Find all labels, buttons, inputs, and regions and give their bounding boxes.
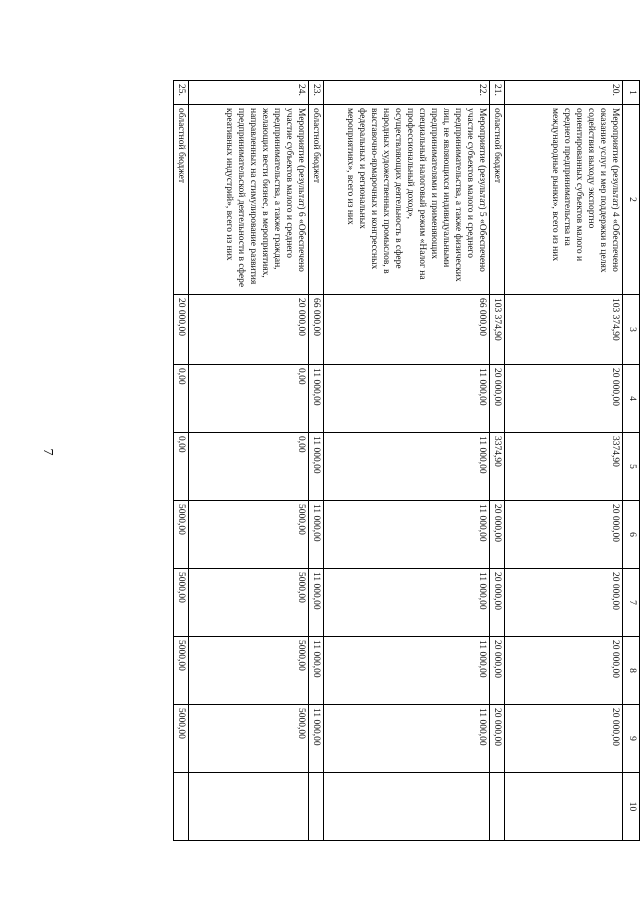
value-cell: 20 000,00 — [490, 365, 505, 433]
header-cell: 5 — [623, 433, 640, 501]
header-cell: 8 — [623, 637, 640, 705]
value-cell: 103 374,90 — [490, 295, 505, 365]
value-cell: 20 000,00 — [490, 569, 505, 637]
value-cell: 5000,00 — [189, 637, 309, 705]
header-cell: 1 — [623, 81, 640, 105]
value-cell: 66 000,00 — [309, 295, 324, 365]
row-number: 23. — [309, 81, 324, 105]
header-cell: 2 — [623, 105, 640, 295]
value-cell: 20 000,00 — [490, 637, 505, 705]
value-cell: 20 000,00 — [189, 295, 309, 365]
value-cell: 5000,00 — [189, 705, 309, 773]
table-row — [324, 81, 490, 841]
value-cell: 20 000,00 — [174, 295, 189, 365]
value-cell — [324, 773, 490, 841]
table-header-row — [623, 81, 640, 841]
value-cell: 11 000,00 — [324, 569, 490, 637]
value-cell: 11 000,00 — [309, 433, 324, 501]
row-number: 21. — [490, 81, 505, 105]
value-cell — [174, 773, 189, 841]
value-cell: 5000,00 — [174, 705, 189, 773]
value-cell: 11 000,00 — [309, 569, 324, 637]
row-description: Мероприятие (результат) 5 «Обеспечено участие субъектов малого и среднего предпринимательства, а также физических лиц, не являющихся индивидуальными предпринимателями и применяющих специальный налоговый режим «Налог на профессиональный доход», осуществляющих деятельность в сфере народных художественных промыслов, в выставочно-ярмарочных и конгрессных федеральных и региональных мероприятиях», всего из них — [324, 105, 490, 295]
value-cell: 5000,00 — [174, 501, 189, 569]
value-cell: 11 000,00 — [309, 501, 324, 569]
value-cell — [189, 773, 309, 841]
header-cell: 10 — [623, 773, 640, 841]
header-cell: 3 — [623, 295, 640, 365]
value-cell: 66 000,00 — [324, 295, 490, 365]
row-number: 20. — [505, 81, 623, 105]
table-row — [309, 81, 324, 841]
value-cell: 20 000,00 — [490, 705, 505, 773]
value-cell: 0,00 — [174, 433, 189, 501]
table-row — [174, 81, 189, 841]
table-row — [490, 81, 505, 841]
value-cell: 3374,90 — [490, 433, 505, 501]
row-number: 22. — [324, 81, 490, 105]
value-cell: 103 374,90 — [505, 295, 623, 365]
value-cell — [309, 773, 324, 841]
value-cell — [490, 773, 505, 841]
row-number: 24. — [189, 81, 309, 105]
row-description: областной бюджет — [490, 105, 505, 295]
budget-table — [173, 80, 640, 841]
value-cell: 5000,00 — [189, 501, 309, 569]
value-cell: 5000,00 — [174, 569, 189, 637]
header-cell: 7 — [623, 569, 640, 637]
value-cell: 20 000,00 — [505, 365, 623, 433]
header-cell: 6 — [623, 501, 640, 569]
value-cell: 5000,00 — [189, 569, 309, 637]
value-cell: 20 000,00 — [505, 569, 623, 637]
value-cell: 11 000,00 — [324, 705, 490, 773]
value-cell: 11 000,00 — [309, 637, 324, 705]
value-cell: 20 000,00 — [490, 501, 505, 569]
header-cell: 4 — [623, 365, 640, 433]
header-cell: 9 — [623, 705, 640, 773]
value-cell: 11 000,00 — [309, 705, 324, 773]
table-row — [189, 81, 309, 841]
value-cell: 11 000,00 — [324, 433, 490, 501]
value-cell: 0,00 — [189, 365, 309, 433]
value-cell: 11 000,00 — [324, 501, 490, 569]
value-cell: 0,00 — [189, 433, 309, 501]
row-description: областной бюджет — [174, 105, 189, 295]
value-cell: 20 000,00 — [505, 501, 623, 569]
row-description: Мероприятие (результат) 4 «Обеспечено оказание услуг и мер поддержки в целях содействия выходу экспортно ориентированных субъектов малого и среднего предпринимательства на международные рынки», всего из них — [505, 105, 623, 295]
value-cell — [505, 773, 623, 841]
row-description: Мероприятие (результат) 6 «Обеспечено участие субъектов малого и среднего предпринимательства, а также граждан, желающих вести бизнес, в мероприятиях, направленных на стимулирование развития предпринимательской деятельности в сфере креативных индустрий», всего из них — [189, 105, 309, 295]
page-number: 7 — [40, 448, 55, 456]
table-row — [505, 81, 623, 841]
value-cell: 11 000,00 — [324, 637, 490, 705]
value-cell: 3374,90 — [505, 433, 623, 501]
value-cell: 5000,00 — [174, 637, 189, 705]
value-cell: 11 000,00 — [309, 365, 324, 433]
row-description: областной бюджет — [309, 105, 324, 295]
value-cell: 20 000,00 — [505, 637, 623, 705]
value-cell: 0,00 — [174, 365, 189, 433]
value-cell: 11 000,00 — [324, 365, 490, 433]
value-cell: 20 000,00 — [505, 705, 623, 773]
rotated-table-container — [110, 80, 640, 840]
row-number: 25. — [174, 81, 189, 105]
